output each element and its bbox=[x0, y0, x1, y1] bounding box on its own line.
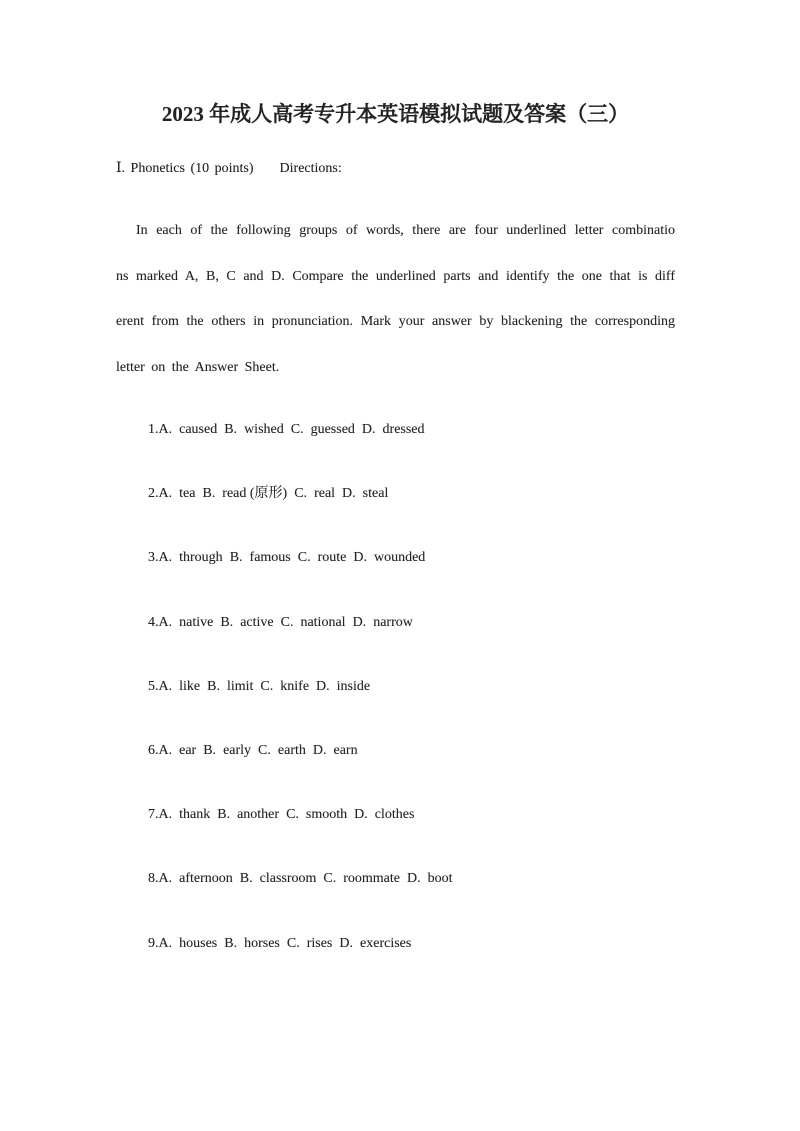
option-word: horses bbox=[244, 935, 280, 951]
option-key: D. bbox=[312, 742, 327, 758]
option-word: through bbox=[179, 550, 223, 566]
question-row bbox=[148, 526, 675, 590]
question-row bbox=[148, 783, 675, 847]
option-word: afternoon bbox=[179, 871, 233, 887]
question-list bbox=[116, 398, 675, 976]
option-word: another bbox=[237, 807, 280, 823]
option-word: wished bbox=[244, 422, 284, 437]
option-word: read (原形) bbox=[222, 486, 288, 502]
option-word: rises bbox=[306, 935, 333, 951]
question-number: 4. bbox=[148, 614, 159, 630]
option-key: B. bbox=[207, 678, 220, 694]
option-key: A. bbox=[158, 678, 173, 694]
option-word: famous bbox=[249, 550, 291, 566]
option-word: ear bbox=[179, 742, 197, 758]
option-word: roommate bbox=[343, 871, 400, 887]
option-word: boot bbox=[427, 871, 453, 887]
option-key: B. bbox=[229, 550, 243, 566]
option-word: classroom bbox=[259, 871, 317, 887]
question-number: 1. bbox=[148, 422, 159, 437]
option-key: A. bbox=[158, 486, 173, 502]
question-number: 2. bbox=[148, 486, 159, 502]
question-number: 7. bbox=[148, 807, 159, 823]
question-number: 3. bbox=[148, 550, 159, 566]
option-key: D. bbox=[354, 807, 368, 823]
option-word: guessed bbox=[310, 422, 355, 437]
option-word: thank bbox=[179, 807, 211, 823]
option-key: D. bbox=[342, 486, 356, 502]
question-row bbox=[148, 847, 675, 911]
section-heading bbox=[116, 160, 675, 178]
option-word: steal bbox=[362, 486, 389, 502]
option-word: clothes bbox=[374, 807, 415, 823]
option-key: A. bbox=[158, 742, 173, 758]
option-key: A. bbox=[158, 871, 173, 887]
option-word: narrow bbox=[373, 614, 413, 630]
option-key: D. bbox=[361, 422, 376, 437]
option-word: smooth bbox=[305, 807, 348, 823]
question-row bbox=[148, 912, 675, 976]
option-word: exercises bbox=[360, 935, 412, 951]
option-word: houses bbox=[179, 935, 218, 951]
option-key: C. bbox=[297, 550, 311, 566]
option-word: knife bbox=[280, 678, 310, 694]
directions-line: In each of the following groups of words, there are four underlined letter combinatio bbox=[136, 223, 675, 238]
directions-line: letter on the Answer Sheet. bbox=[116, 359, 280, 375]
option-key: C. bbox=[280, 614, 294, 630]
option-word: limit bbox=[226, 678, 254, 694]
option-word: tea bbox=[179, 486, 196, 502]
option-word: early bbox=[223, 742, 252, 758]
option-key: D. bbox=[316, 678, 330, 694]
option-key: A. bbox=[158, 807, 173, 823]
option-key: C. bbox=[290, 422, 304, 437]
option-word: like bbox=[179, 678, 201, 694]
option-word: active bbox=[240, 614, 274, 630]
option-key: C. bbox=[258, 742, 271, 758]
question-row bbox=[148, 655, 675, 719]
question-row bbox=[148, 591, 675, 655]
option-key: B. bbox=[202, 486, 216, 502]
option-key: D. bbox=[352, 614, 367, 630]
option-key: A. bbox=[158, 422, 173, 437]
option-key: B. bbox=[224, 935, 238, 951]
question-number: 5. bbox=[148, 678, 159, 694]
option-key: D. bbox=[339, 935, 354, 951]
directions-line: erent from the others in pronunciation. Mark your answer by blackening the corresponding bbox=[116, 314, 675, 329]
option-word: earn bbox=[333, 742, 358, 758]
option-key: D. bbox=[407, 871, 421, 887]
question-number: 8. bbox=[148, 871, 159, 887]
option-word: earth bbox=[277, 742, 306, 758]
option-key: C. bbox=[286, 935, 300, 951]
option-key: C. bbox=[294, 486, 308, 502]
option-word: real bbox=[314, 486, 336, 502]
option-key: A. bbox=[158, 614, 173, 630]
directions-label: Directions: bbox=[279, 161, 342, 176]
option-word: inside bbox=[336, 678, 371, 694]
option-key: B. bbox=[220, 614, 234, 630]
option-key: B. bbox=[203, 742, 217, 758]
option-key: B. bbox=[239, 871, 253, 887]
question-number: 9. bbox=[148, 935, 159, 951]
option-word: native bbox=[179, 614, 214, 630]
option-key: B. bbox=[224, 422, 238, 437]
option-key: A. bbox=[158, 550, 173, 566]
directions-paragraph bbox=[116, 208, 675, 390]
option-word: wounded bbox=[373, 550, 426, 566]
option-word: caused bbox=[179, 422, 218, 437]
question-row bbox=[148, 719, 675, 783]
option-key: C. bbox=[260, 678, 274, 694]
option-key: C. bbox=[286, 807, 299, 823]
option-key: C. bbox=[323, 871, 337, 887]
option-word: national bbox=[300, 614, 346, 630]
option-key: B. bbox=[217, 807, 231, 823]
question-row bbox=[148, 462, 675, 526]
question-number: 6. bbox=[148, 742, 159, 758]
option-key: A. bbox=[158, 935, 173, 951]
section-heading-label: Ⅰ. Phonetics (10 points) bbox=[116, 161, 254, 176]
directions-line: ns marked A, B, C and D. Compare the underlined parts and identify the one that is diff bbox=[116, 268, 675, 284]
option-word: route bbox=[317, 550, 347, 566]
option-key: D. bbox=[353, 550, 367, 566]
question-row bbox=[148, 398, 675, 462]
option-word: dressed bbox=[382, 422, 425, 437]
document-title: 2023 年成人高考专升本英语模拟试题及答案（三） bbox=[161, 102, 630, 126]
